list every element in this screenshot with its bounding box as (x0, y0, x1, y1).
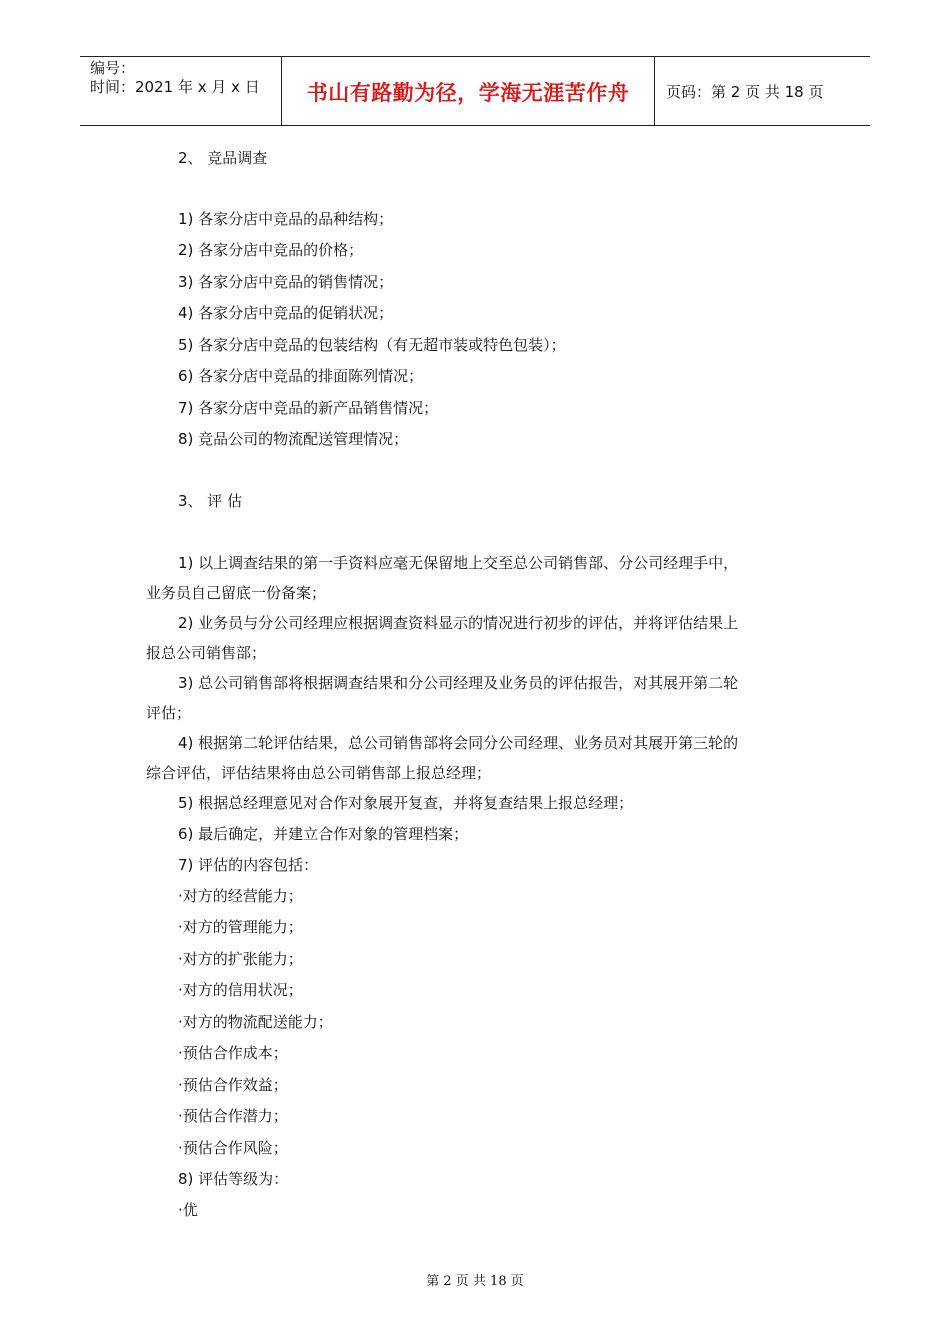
header-divider (654, 57, 655, 125)
paragraph-line: 综合评估，评估结果将由总公司销售部上报总经理； (146, 764, 492, 782)
paragraph-line: 业务员自己留底一份备案； (146, 584, 327, 602)
bullet-item: ·对方的扩张能力； (178, 950, 303, 968)
document-number-label: 编号： (90, 59, 136, 77)
header-meta (90, 59, 260, 97)
list-item: 7) 各家分店中竞品的新产品销售情况； (178, 399, 439, 417)
list-item: 2) 各家分店中竞品的价格； (178, 241, 364, 259)
paragraph-line: 5) 根据总经理意见对合作对象展开复查，并将复查结果上报总经理； (178, 794, 634, 812)
bullet-item: ·优 (178, 1201, 198, 1219)
list-item: 8) 竞品公司的物流配送管理情况； (178, 430, 409, 448)
section-heading: 2、 竞品调查 (178, 149, 268, 167)
page-footer: 第 2 页 共 18 页 (426, 1274, 524, 1289)
header-page-number: 页码：第 2 页 共 18 页 (666, 83, 824, 101)
bullet-item: ·对方的经营能力； (178, 887, 303, 905)
bullet-item: ·预估合作潜力； (178, 1107, 288, 1125)
list-item: 1) 各家分店中竞品的品种结构； (178, 210, 394, 228)
bullet-item: ·对方的信用状况； (178, 981, 303, 999)
paragraph-line: 4) 根据第二轮评估结果，总公司销售部将会同分公司经理、业务员对其展开第三轮的 (178, 734, 739, 752)
bullet-item: ·对方的管理能力； (178, 918, 303, 936)
paragraph-line: 7) 评估的内容包括： (178, 856, 319, 874)
document-time-label: 时间：2021 年 x 月 x 日 (90, 78, 260, 96)
list-item: 4) 各家分店中竞品的促销状况； (178, 304, 394, 322)
bullet-item: ·预估合作风险； (178, 1139, 288, 1157)
page-header (80, 56, 870, 126)
paragraph-line: 1) 以上调查结果的第一手资料应毫无保留地上交至总公司销售部、分公司经理手中， (178, 554, 739, 572)
paragraph-line: 8) 评估等级为： (178, 1170, 289, 1188)
paragraph-line: 6) 最后确定，并建立合作对象的管理档案； (178, 825, 469, 843)
bullet-item: ·预估合作效益； (178, 1076, 288, 1094)
list-item: 6) 各家分店中竞品的排面陈列情况； (178, 367, 424, 385)
header-motto: 书山有路勤为径，学海无涯苦作舟 (306, 81, 630, 105)
section-heading: 3、 评 估 (178, 492, 243, 510)
bullet-item: ·对方的物流配送能力； (178, 1013, 333, 1031)
list-item: 5) 各家分店中竞品的包装结构（有无超市装或特色包装）； (178, 336, 566, 354)
bullet-item: ·预估合作成本； (178, 1044, 288, 1062)
paragraph-line: 报总公司销售部； (146, 644, 267, 662)
paragraph-line: 3) 总公司销售部将根据调查结果和分公司经理及业务员的评估报告，对其展开第二轮 (178, 674, 739, 692)
paragraph-line: 评估； (146, 704, 192, 722)
list-item: 3) 各家分店中竞品的销售情况； (178, 273, 394, 291)
paragraph-line: 2) 业务员与分公司经理应根据调查资料显示的情况进行初步的评估，并将评估结果上 (178, 614, 739, 632)
